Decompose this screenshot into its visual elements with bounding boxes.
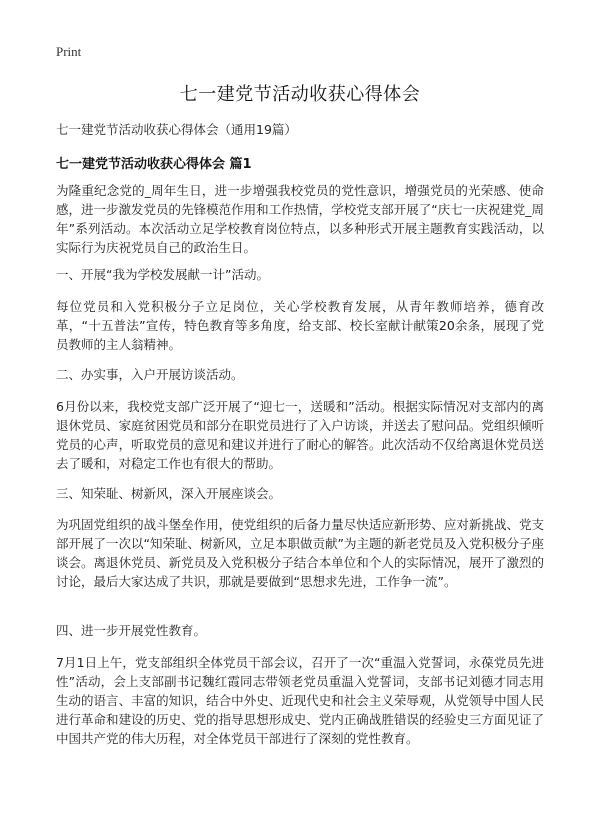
paragraph-2: 6月份以来，我校党支部广泛开展了“迎七一，送暖和”活动。根据实际情况对支部内的离退休党员、家庭贫困党员和部分在职党员进行了入户访谈，并送去了慰问品。党组织倾听党员的心声，听取党员的意见和建议并进行了耐心的解答。此次活动不仅给离退休党员送去了暖和，对稳定工作也有很大的帮助。 <box>56 399 544 471</box>
print-link[interactable]: Print <box>56 44 82 59</box>
paragraph-1: 每位党员和入党积极分子立足岗位，关心学校教育发展，从青年教师培养，德育改革，“十五普法”宣传，特色教育等多角度，给支部、校长室献计献策20余条，展现了党员教师的主人翁精神。 <box>56 299 544 352</box>
subheading-1: 一、开展“我为学校发展献一计”活动。 <box>56 267 269 282</box>
paragraph-intro: 为隆重纪念党的_周年生日，进一步增强我校党员的党性意识，增强党员的光荣感、使命感，进一步激发党员的先锋模范作用和工作热情，学校党支部开展了“庆七一庆祝建党_周年”系列活动。本次活动立足学校教育岗位特点，以多种形式开展主题教育实践活动，以实际行为庆祝党员自己的政治生日。 <box>56 183 544 255</box>
paragraph-3: 为巩固党组织的战斗堡垒作用，使党组织的后备力量尽快适应新形势、应对新挑战、党支部开展了一次以“知荣耻、树新风，立足本职做贡献”为主题的新老党员及入党积极分子座谈会。离退休党员、新党员及入党积极分子结合本单位和个人的实际情况，展开了激烈的讨论，最后大家达成了共识，那就是要做到“思想求先进，工作争一流”。 <box>56 517 544 589</box>
subheading-4: 四、进一步开展党性教育。 <box>56 623 207 638</box>
subheading-3: 三、知荣耻、树新风，深入开展座谈会。 <box>56 486 282 501</box>
section-heading: 七一建党节活动收获心得体会 篇1 <box>56 157 252 172</box>
paragraph-4: 7月1日上午，党支部组织全体党员干部会议，召开了一次“重温入党誓词，永葆党员先进性”活动，会上支部副书记魏红霞同志带领老党员重温入党誓词，支部书记刘德才同志用生动的语言、丰富的知识，结合中外史、近现代史和社会主义荣辱观，从党领导中国人民进行革命和建设的历史、党的指导思想形成史、党内正确战胜错误的经验史三方面见证了中国共产党的伟大历程，对全体党员干部进行了深刻的党性教育。 <box>56 655 544 746</box>
subheading-2: 二、办实事，入户开展访谈活动。 <box>56 367 244 382</box>
document-title: 七一建党节活动收获心得体会 <box>179 84 421 105</box>
document-subtitle: 七一建党节活动收获心得体会（通用19篇） <box>56 122 297 137</box>
